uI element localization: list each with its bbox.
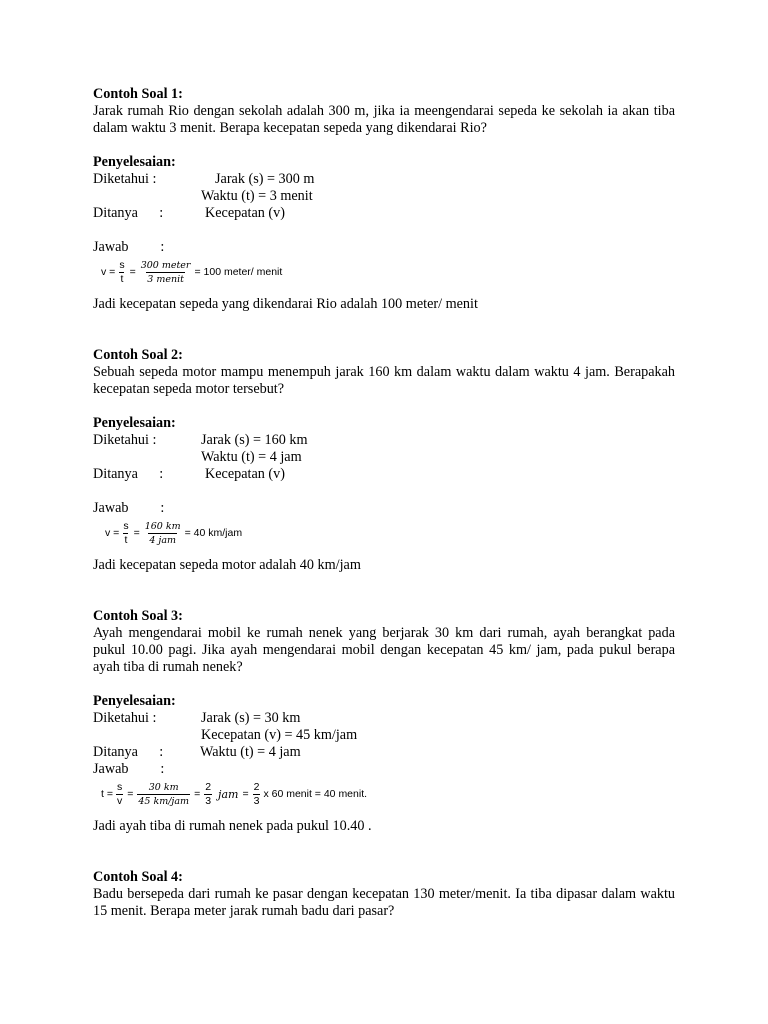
example-2-answer-label: Jawab :	[93, 500, 165, 516]
formula-result: = 40 km/jam	[184, 526, 243, 539]
equals-sign: =	[242, 787, 249, 800]
fraction-numerator: 30 km	[148, 781, 179, 793]
known-value: Jarak (s) = 160 km	[201, 432, 308, 448]
fraction-denominator: v	[116, 794, 123, 807]
example-2-formula	[105, 517, 675, 549]
equals-sign: =	[129, 265, 136, 278]
fraction-numerator: s	[119, 258, 125, 271]
fraction-denominator: 45 km/jam	[138, 795, 190, 807]
formula-result: = 100 meter/ menit	[194, 265, 283, 278]
equals-sign: =	[194, 787, 201, 800]
asked-label: Ditanya :	[93, 466, 164, 482]
fraction-s-over-v	[116, 782, 123, 807]
fraction-numerator: 2	[205, 780, 212, 793]
example-3	[93, 608, 675, 835]
fraction-numerator: 160 km	[144, 520, 181, 532]
fraction-denominator: 3	[253, 794, 260, 807]
fraction-values	[137, 782, 190, 807]
example-1-asked-row	[93, 205, 675, 222]
fraction-numerator: 300 meter	[140, 259, 191, 271]
fraction-s-over-t	[118, 260, 125, 285]
fraction-denominator: t	[120, 272, 124, 285]
example-1	[93, 86, 675, 313]
example-3-known-row-2	[93, 727, 675, 744]
example-1-solution-title: Penyelesaian:	[93, 154, 176, 170]
asked-label: Ditanya :	[93, 744, 164, 760]
fraction-s-over-t	[122, 521, 129, 546]
fraction-denominator: t	[124, 533, 128, 546]
known-label: Diketahui :	[93, 432, 157, 448]
example-1-title: Contoh Soal 1:	[93, 86, 183, 102]
known-label: Diketahui :	[93, 710, 157, 726]
fraction-numerator: s	[123, 519, 129, 532]
fraction-numerator: 2	[253, 780, 260, 793]
asked-label: Ditanya :	[93, 205, 164, 221]
example-3-title: Contoh Soal 3:	[93, 608, 183, 624]
fraction-denominator: 3 menit	[147, 273, 184, 285]
fraction-denominator: 3	[205, 794, 212, 807]
asked-value: Waktu (t) = 4 jam	[200, 744, 301, 760]
equals-sign: =	[133, 526, 140, 539]
example-2-known-row	[93, 432, 675, 449]
example-3-known-row	[93, 710, 675, 727]
formula-lhs: v =	[101, 265, 116, 278]
example-3-answer-label: Jawab :	[93, 761, 165, 777]
equals-sign: =	[127, 787, 134, 800]
example-3-conclusion: Jadi ayah tiba di rumah nenek pada pukul 10.40 .	[93, 818, 372, 834]
example-2-conclusion: Jadi kecepatan sepeda motor adalah 40 km/jam	[93, 557, 361, 573]
formula-unit: jam	[218, 787, 239, 801]
example-1-known-row-2	[93, 188, 675, 205]
example-2-known-row-2	[93, 449, 675, 466]
example-2-asked-row	[93, 466, 675, 483]
known-value: Jarak (s) = 30 km	[201, 710, 301, 726]
example-2-question: Sebuah sepeda motor mampu menempuh jarak 160 km dalam waktu dalam waktu 4 jam. Berapakah kecepatan sepeda motor tersebut?	[93, 364, 675, 397]
asked-value: Kecepatan (v)	[205, 466, 285, 482]
example-1-known-row	[93, 171, 675, 188]
known-label: Diketahui :	[93, 171, 157, 187]
fraction-denominator: 4 jam	[149, 534, 176, 546]
example-2	[93, 347, 675, 574]
example-3-solution-title: Penyelesaian:	[93, 693, 176, 709]
known-value: Waktu (t) = 3 menit	[201, 188, 313, 204]
fraction-numerator: s	[116, 780, 123, 793]
example-1-conclusion: Jadi kecepatan sepeda yang dikendarai Rio adalah 100 meter/ menit	[93, 296, 478, 312]
formula-lhs: v =	[105, 526, 120, 539]
known-value: Jarak (s) = 300 m	[215, 171, 315, 187]
example-1-formula	[101, 256, 675, 288]
fraction-values	[144, 521, 182, 546]
example-3-asked-row	[93, 744, 675, 761]
fraction-values	[140, 260, 192, 285]
formula-result: x 60 menit = 40 menit.	[263, 787, 368, 800]
example-1-question: Jarak rumah Rio dengan sekolah adalah 300 m, jika ia meengendarai sepeda ke sekolah ia akan tiba dalam waktu 3 menit. Berapa kecepatan sepeda yang dikendarai Rio?	[93, 103, 675, 136]
example-2-solution-title: Penyelesaian:	[93, 415, 176, 431]
fraction-two-thirds	[204, 782, 212, 807]
example-3-formula	[101, 778, 675, 810]
example-4-question: Badu bersepeda dari rumah ke pasar dengan kecepatan 130 meter/menit. Ia tiba dipasar dalam waktu 15 menit. Berapa meter jarak rumah badu dari pasar?	[93, 886, 675, 919]
asked-value: Kecepatan (v)	[205, 205, 285, 221]
document-page	[93, 86, 675, 920]
example-4	[93, 869, 675, 920]
known-value: Waktu (t) = 4 jam	[201, 449, 302, 465]
example-4-title: Contoh Soal 4:	[93, 869, 183, 885]
example-1-answer-label: Jawab :	[93, 239, 165, 255]
example-2-title: Contoh Soal 2:	[93, 347, 183, 363]
example-3-question: Ayah mengendarai mobil ke rumah nenek yang berjarak 30 km dari rumah, ayah berangkat pada pukul 10.00 pagi. Jika ayah mengendarai mobil dengan kecepatan 45 km/ jam, pada pukul berapa ayah tiba di rumah nenek?	[93, 625, 675, 675]
known-value: Kecepatan (v) = 45 km/jam	[201, 727, 358, 743]
formula-lhs: t =	[101, 787, 113, 800]
fraction-two-thirds-2	[253, 782, 261, 807]
